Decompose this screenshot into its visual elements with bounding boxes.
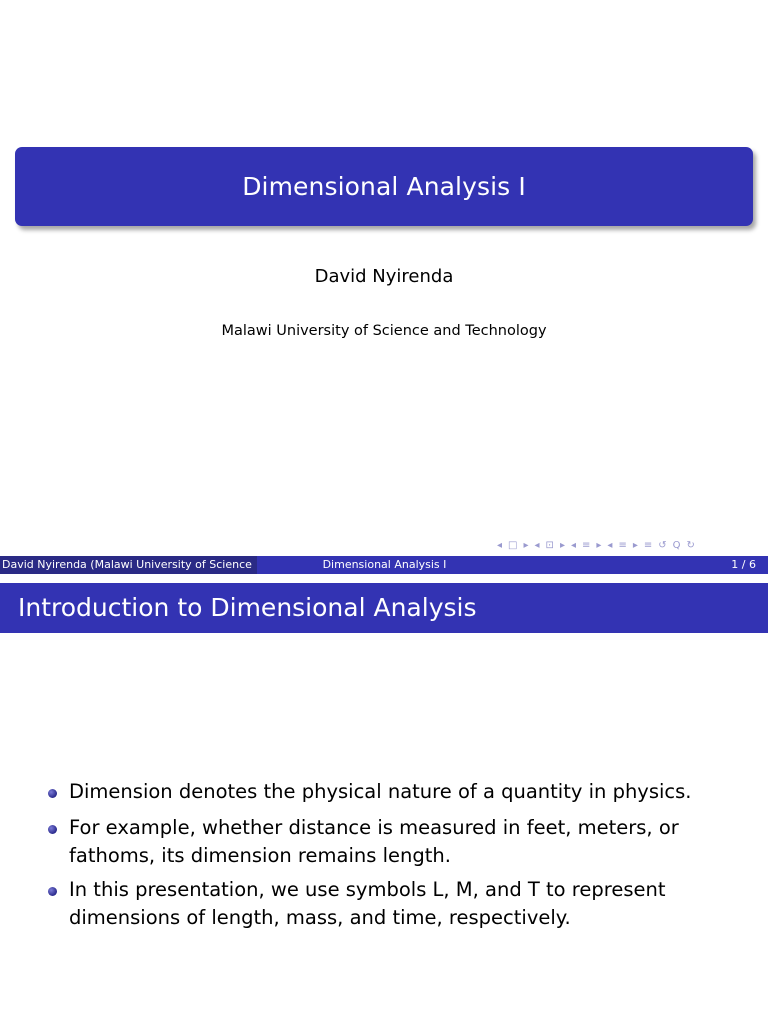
nav-next-subsection-icon[interactable]: ▸ [596,539,602,551]
content-slide [0,574,768,1024]
list-item [45,778,725,806]
frame-title: Introduction to Dimensional Analysis [0,583,768,633]
list-item [45,814,725,870]
nav-next-section-icon[interactable]: ▸ [632,539,638,551]
nav-section-icon[interactable]: ≡ [618,539,627,551]
bullet-icon [48,825,57,834]
nav-frame-icon[interactable]: ⊡ [545,539,554,551]
nav-prev-frame-icon[interactable]: ◂ [534,539,540,551]
title-box [15,147,753,226]
nav-slide-icon[interactable]: □ [508,539,518,551]
nav-document-icon[interactable]: ≡ [643,539,653,551]
bullet-icon [48,789,57,798]
nav-subsection-icon[interactable]: ≡ [582,539,591,551]
nav-prev-slide-icon[interactable]: ◂ [497,539,503,551]
nav-prev-section-icon[interactable]: ◂ [607,539,613,551]
nav-next-slide-icon[interactable]: ▸ [523,539,529,551]
nav-prev-subsection-icon[interactable]: ◂ [570,539,576,551]
bullet-text: In this presentation, we use symbols L, M, and T to represent dimensions of length, mass, and time, respectively. [69,878,666,929]
footline-title: Dimensional Analysis I [257,556,512,574]
beamer-navigation-bar[interactable] [497,538,763,552]
nav-back-icon[interactable]: ↺ [658,539,667,551]
nav-search-icon[interactable]: Q [672,539,681,551]
footline [0,556,768,574]
footline-author: David Nyirenda (Malawi University of Science [0,556,257,574]
author-name: David Nyirenda [314,266,454,287]
bullet-text: Dimension denotes the physical nature of a quantity in physics. [69,780,692,803]
institute-name: Malawi University of Science and Technology [221,323,547,339]
nav-forward-icon[interactable]: ↻ [686,539,695,551]
list-item [45,876,725,932]
bullet-text: For example, whether distance is measured in feet, meters, or fathoms, its dimension remains length. [69,816,679,867]
nav-next-frame-icon[interactable]: ▸ [559,539,565,551]
footline-page-number: 1 / 6 [512,556,768,574]
presentation-title: Dimensional Analysis I [242,172,526,201]
bullet-icon [48,887,57,896]
